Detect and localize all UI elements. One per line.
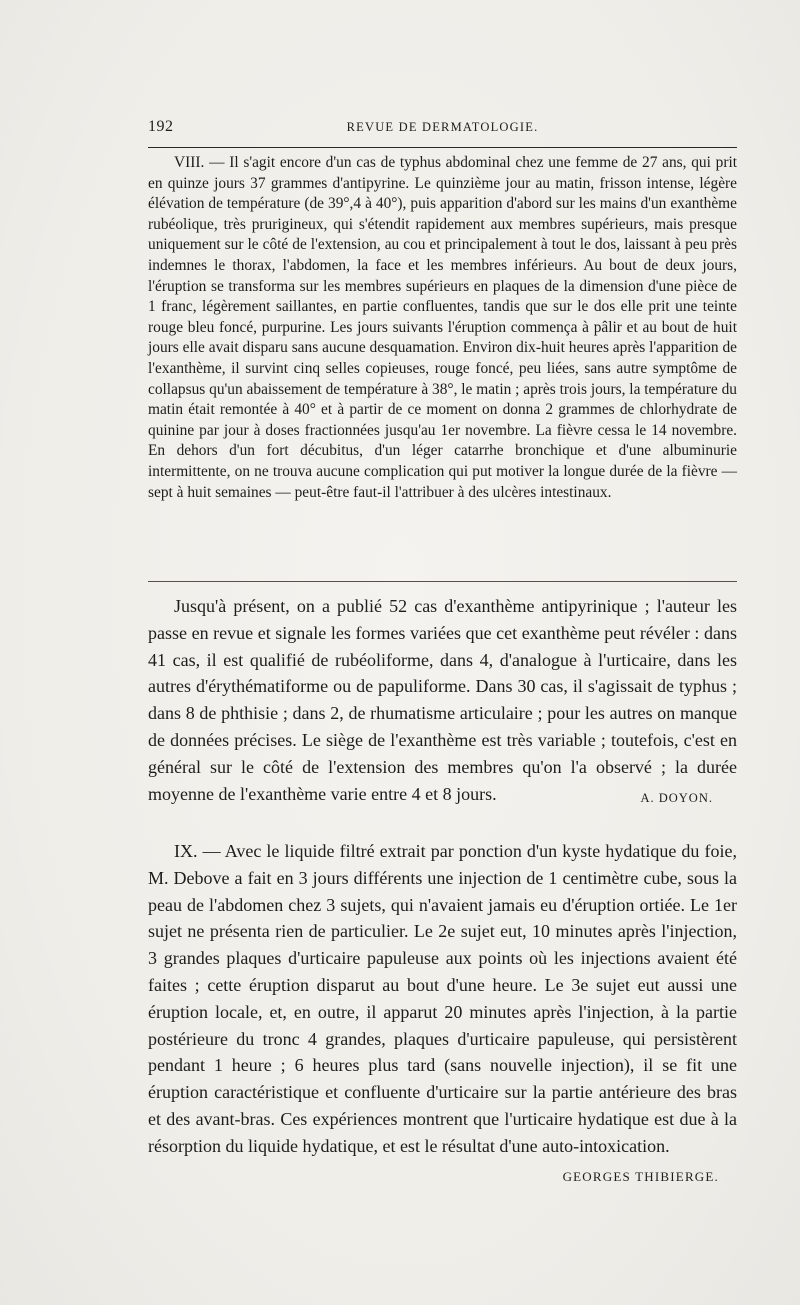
summary-signature: A. DOYON. — [640, 790, 713, 805]
section-ix — [148, 838, 737, 1190]
header-rule — [148, 147, 737, 148]
section-divider — [148, 581, 737, 582]
section-viii — [148, 153, 737, 503]
section-ix-text: IX. — Avec le liquide filtré extrait par ponction d'un kyste hydatique du foie, M. Debove a fait en 3 jours différents une injection de 1 centimètre cube, sous la peau de l'abdomen chez 3 sujets, qui n'avaient jamais eu d'éruption ortiée. Le 1er sujet ne présenta rien de particulier. Le 2e sujet eut, 10 minutes après l'injection, 3 grandes plaques d'urticaire papuleuse aux points où les injections avaient été faites ; cette éruption disparut au bout d'une heure. Le 3e sujet eut aussi une éruption locale, et, en outre, il apparut 20 minutes après l'injection, à la partie postérieure du tronc 4 grandes, plaques d'urticaire papuleuse, qui persistèrent pendant 1 heure ; 6 heures plus tard (sans nouvelle injection), il se fit une éruption caractéristique et confluente d'urticaire sur la partie antérieure des bras et des avant-bras. Ces expériences montrent que l'urticaire hydatique est due à la résorption du liquide hydatique, et est le résultat d'une auto-intoxication. — [148, 841, 737, 1156]
section-ix-signature: GEORGES THIBIERGE. — [562, 1168, 719, 1184]
section-ix-paragraph — [148, 838, 737, 1184]
summary-paragraph — [148, 593, 737, 807]
page-header — [148, 118, 737, 140]
section-viii-paragraph: VIII. — Il s'agit encore d'un cas de typhus abdominal chez une femme de 27 ans, qui prit en quinze jours 37 grammes d'antipyrine. Le quinzième jour au matin, frisson intense, légère élévation de température (de 39°,4 à 40°), puis apparition d'abord sur les mains d'un exanthème rubéolique, très prurigineux, qui s'étendit rapidement aux membres supérieurs, mais presque uniquement sur le côté de l'extension, au cou et principalement à tout le dos, laissant à peu près indemnes le thorax, l'abdomen, la face et les membres inférieurs. Au bout de deux jours, l'éruption se transforma sur les membres supérieurs en plaques de la dimension d'une pièce de 1 franc, légèrement saillantes, en partie confluentes, tandis que sur le dos elle prit une teinte rouge bleu foncé, purpurine. Les jours suivants l'éruption commença à pâlir et au bout de huit jours elle avait disparu sans aucune desquamation. Environ dix-huit heures après l'apparition de l'exanthème, il survint cinq selles copieuses, rouge foncé, peu liées, sans autre symptôme de collapsus qu'un abaissement de température à 38°, le matin ; après trois jours, la température du matin était remontée à 40° et à partir de ce moment on donna 2 grammes de chlorhydrate de quinine par jour à doses fractionnées jusqu'au 1er novembre. La fièvre cessa le 14 novembre. En dehors d'un fort décubitus, d'un léger catarrhe bronchique et d'une albuminurie intermittente, on ne trouva aucune complication qui put motiver la longue durée de la fièvre — sept à huit semaines — peut-être faut-il l'attribuer à des ulcères intestinaux. — [148, 154, 737, 501]
summary-block — [148, 593, 737, 811]
summary-text: Jusqu'à présent, on a publié 52 cas d'exanthème antipyrinique ; l'auteur les passe en revue et signale les formes variées que cet exanthème peut révéler : dans 41 cas, il est qualifié de rubéoliforme, dans 4, d'analogue à l'urticaire, dans les autres d'érythématiforme ou de papuliforme. Dans 30 cas, il s'agissait de typhus ; dans 8 de phthisie ; dans 2, de rhumatisme articulaire ; pour les autres on manque de données précises. Le siège de l'exanthème est très variable ; toutefois, c'est en général sur le côté de l'extension des membres qu'on l'a observé ; la durée moyenne de l'exanthème varie entre 4 et 8 jours. — [148, 596, 737, 804]
running-title: REVUE DE DERMATOLOGIE. — [346, 120, 539, 134]
page-number: 192 — [148, 118, 174, 135]
